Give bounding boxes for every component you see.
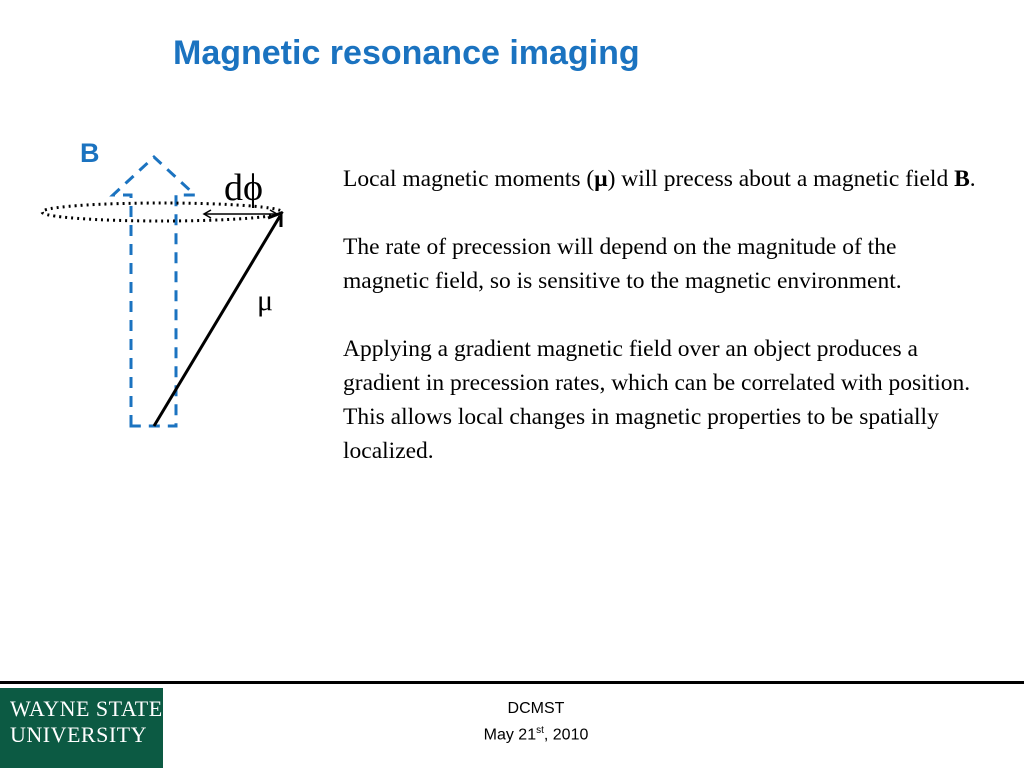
footer-org: DCMST <box>507 700 565 717</box>
date-main: May 21 <box>483 726 537 744</box>
paragraph-gradient: Applying a gradient magnetic field over an object produces a gradient in precession rates, which can be correlated with position. This allows local changes in magnetic properties to be spatially localized. <box>343 336 971 464</box>
moment-label: μ <box>257 284 274 317</box>
field-label: B <box>80 138 100 168</box>
body-text <box>343 162 983 468</box>
university-logo <box>0 688 163 768</box>
footer-date <box>436 720 636 746</box>
footer-info <box>436 698 636 746</box>
p1-field-symbol: B <box>954 166 970 192</box>
date-suffix: st <box>536 725 544 736</box>
paragraph-rate: The rate of precession will depend on the magnitude of the magnetic field, so is sensitive to the magnetic environment. <box>343 234 902 294</box>
slide-title: Magnetic resonance imaging <box>173 34 640 72</box>
p1-text-start: Local magnetic moments ( <box>343 166 595 192</box>
magnetic-field-arrow <box>113 157 195 426</box>
angle-label: dϕ <box>224 167 264 209</box>
date-year: , 2010 <box>543 726 589 744</box>
logo-line-2: UNIVERSITY <box>10 722 147 747</box>
logo-line-1: WAYNE STATE <box>10 696 163 721</box>
p1-text-end: . <box>969 166 976 192</box>
magnetic-moment-vector <box>154 216 280 426</box>
p1-mu-symbol: μ <box>594 166 608 192</box>
paragraph-precession <box>343 162 983 196</box>
footer-divider <box>0 681 1024 684</box>
p1-text-middle: ) will precess about a magnetic field <box>607 166 955 192</box>
